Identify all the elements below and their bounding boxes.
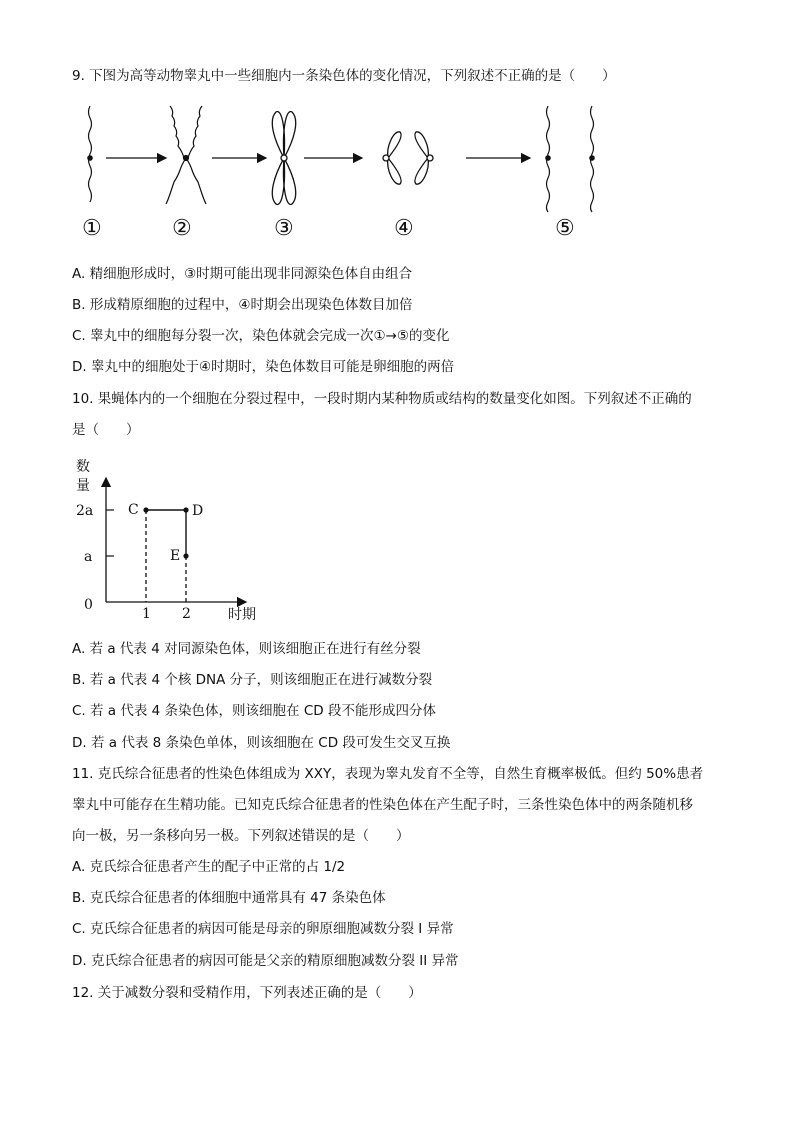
point-d	[183, 507, 188, 512]
q11-stem-line1: 11. 克氏综合征患者的性染色体组成为 XXY，表现为睾丸发育不全等，自然生育概率极低。但约 50%患者	[72, 766, 704, 782]
origin-label: 0	[84, 597, 93, 613]
stage-label-2: ②	[172, 216, 192, 241]
y-axis-label-2: 量	[76, 478, 90, 494]
q11-option-c: C. 克氏综合征患者的病因可能是母亲的卵原细胞减数分裂 I 异常	[72, 921, 454, 937]
stage-label-5: ⑤	[555, 216, 575, 241]
chromosome-stage-1	[88, 106, 92, 202]
stage-label-1: ①	[82, 216, 102, 241]
quantity-chart	[70, 452, 270, 624]
y-tick-label-0: a	[84, 549, 93, 565]
q10-stem-line1: 10. 果蝇体内的一个细胞在分裂过程中，一段时期内某种物质或结构的数量变化如图。下列叙述不正确的	[72, 391, 692, 407]
q9-option-d: D. 睾丸中的细胞处于④时期时，染色体数目可能是卵细胞的两倍	[72, 359, 455, 375]
q9-stem: 9. 下图为高等动物睾丸中一些细胞内一条染色体的变化情况，下列叙述不正确的是（ ）	[72, 68, 616, 84]
q11-option-d: D. 克氏综合征患者的病因可能是父亲的精原细胞减数分裂 II 异常	[72, 953, 459, 969]
x-axis-label: 时期	[228, 607, 256, 623]
q11-option-b: B. 克氏综合征患者的体细胞中通常具有 47 条染色体	[72, 890, 386, 906]
chromosome-stage-4	[383, 132, 433, 184]
q9-option-c: C. 睾丸中的细胞每分裂一次，染色体就会完成一次①→⑤的变化	[72, 328, 450, 344]
q10-option-d: D. 若 a 代表 8 条染色单体，则该细胞在 CD 段可发生交叉互换	[72, 735, 451, 751]
chromosome-stage-2	[166, 106, 206, 204]
q9-option-b: B. 形成精原细胞的过程中，④时期会出现染色体数目加倍	[72, 297, 413, 313]
q10-option-c: C. 若 a 代表 4 条染色体，则该细胞在 CD 段不能形成四分体	[72, 703, 436, 719]
y-tick-label-1: 2a	[76, 503, 94, 519]
x-tick-label-1: 2	[182, 606, 191, 622]
y-axis-label-1: 数	[76, 459, 90, 475]
q10-option-b: B. 若 a 代表 4 个核 DNA 分子，则该细胞正在进行减数分裂	[72, 672, 433, 688]
chromosome-figure	[70, 100, 630, 215]
chromosome-stage-3	[272, 112, 295, 205]
q11-stem-line3: 向一极，另一条移向另一极。下列叙述错误的是（ ）	[72, 828, 410, 844]
point-label-d: D	[192, 503, 204, 519]
chromosome-stage-5	[546, 106, 594, 212]
point-label-e: E	[170, 548, 181, 564]
q9-option-a: A. 精细胞形成时，③时期可能出现非同源染色体自由组合	[72, 266, 413, 282]
point-label-c: C	[128, 502, 139, 518]
point-e	[183, 553, 188, 558]
stage-label-4: ④	[394, 216, 414, 241]
point-c	[143, 507, 148, 512]
q11-stem-line2: 睾丸中可能存在生精功能。已知克氏综合征患者的性染色体在产生配子时，三条性染色体中的两条随机移	[72, 797, 693, 813]
x-tick-label-0: 1	[142, 606, 151, 622]
q10-option-a: A. 若 a 代表 4 对同源染色体，则该细胞正在进行有丝分裂	[72, 641, 421, 657]
q10-stem-line2: 是（ ）	[72, 422, 140, 438]
q11-option-a: A. 克氏综合征患者产生的配子中正常的占 1/2	[72, 859, 346, 875]
stage-label-3: ③	[274, 216, 294, 241]
q12-stem: 12. 关于减数分裂和受精作用，下列表述正确的是（ ）	[72, 985, 422, 1001]
